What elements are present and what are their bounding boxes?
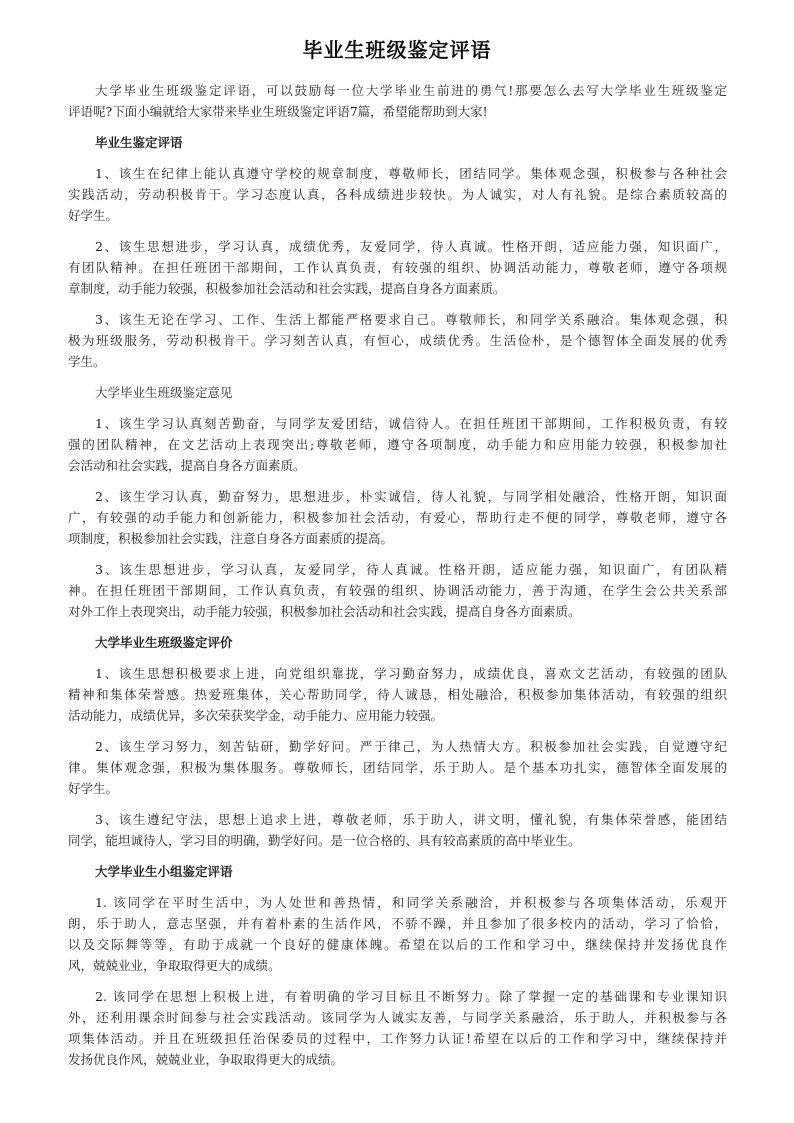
paragraph-line: 1、该生在纪律上能认真遵守学校的规章制度，尊敬师长，团结同学。集体观念强，积极参与各种社会 [95, 166, 727, 181]
paragraph-line: 神。在担任班团干部期间，工作认真负责，有较强的组织、协调活动能力，善于沟通，在学生会公共关系部 [68, 583, 727, 598]
paragraph-line: 实践活动，劳动积极肯干。学习态度认真，各科成绩进步较快。为人诚实，对人有礼貌。是综合素质较高的 [68, 187, 727, 202]
paragraph-line: 好学生。 [68, 208, 119, 223]
paragraph-line: 强的团队精神，在文艺活动上表现突出;尊敬老师，遵守各项制度，动手能力和应用能力较强，积极参加社 [68, 437, 727, 452]
paragraph [68, 736, 727, 799]
paragraph-line: 评语呢?下面小编就给大家带来毕业生班级鉴定评语7篇，希望能帮助到大家! [68, 104, 488, 119]
paragraph-line: 外，还利用课余时间参与社会实践活动。该同学为人诚实友善，与同学关系融洽，乐于助人，并积极参与各 [68, 1010, 727, 1025]
section-subheading: 大学毕业生班级鉴定意见 [95, 385, 233, 400]
paragraph [68, 309, 727, 372]
paragraph [68, 892, 727, 976]
paragraph-line: 朗，乐于助人，意志坚强，并有着朴素的生活作风，不骄不躁，并且参加了很多校内的活动，学习了恰恰， [68, 916, 727, 931]
paragraph-line: 3、该生无论在学习、工作、生活上都能严格要求自己。尊敬师长，和同学关系融洽。集体观念强，积 [95, 312, 727, 327]
paragraph [68, 663, 727, 726]
section-heading: 大学毕业生班级鉴定评价 [95, 635, 233, 650]
paragraph [68, 986, 727, 1070]
paragraph [68, 809, 727, 851]
paragraph-line: 广，有较强的动手能力和创新能力，积极参加社会活动，有爱心，帮助行走不便的同学，尊敬老师，遵守各 [68, 510, 727, 525]
paragraph-line: 项集体活动。并且在班级担任治保委员的过程中，工作努力认证!希望在以后的工作和学习中，继续保持并 [68, 1031, 727, 1046]
paragraph-line: 同学，能坦诚待人，学习目的明确，勤学好问。是一位合格的、具有较高素质的高中毕业生。 [68, 833, 581, 848]
paragraph [68, 559, 727, 622]
paragraph-line: 2、该生学习认真，勤奋努力，思想进步，朴实诚信，待人礼貌，与同学相处融洽，性格开朗，知识面 [95, 489, 727, 504]
paragraph-line: 学生。 [68, 354, 106, 369]
paragraph-line: 2、该生思想进步，学习认真，成绩优秀，友爱同学，待人真诚。性格开朗，适应能力强，知识面广， [95, 239, 727, 254]
paragraph-line: 2、该生学习努力，刻苦钻研，勤学好问。严于律己，为人热情大方。积极参加社会实践，自觉遵守纪 [95, 739, 727, 754]
paragraph [68, 163, 727, 226]
paragraph [68, 236, 727, 299]
paragraph-line: 3、该生遵纪守法，思想上追求上进，尊敬老师，乐于助人，讲文明，懂礼貌，有集体荣誉感，能团结 [95, 812, 727, 827]
document-title: 毕业生班级鉴定评语 [302, 38, 492, 62]
section-heading: 毕业生鉴定评语 [95, 135, 183, 150]
document-body [68, 80, 727, 1080]
paragraph [68, 486, 727, 549]
paragraph-line: 以及交际舞等等，有助于成就一个良好的健康体魄。希望在以后的工作和学习中，继续保持并发扬优良作 [68, 937, 727, 952]
paragraph-line: 1. 该同学在平时生活中，为人处世和善热情，和同学关系融洽，并积极参与各项集体活动，乐观开 [95, 895, 727, 910]
paragraph-line: 对外工作上表现突出，动手能力较强，积极参加社会活动和社会实践，提高自身各方面素质。 [68, 604, 581, 619]
paragraph-line: 1、该生思想积极要求上进，向党组织靠拢，学习勤奋努力，成绩优良，喜欢文艺活动，有较强的团队 [95, 666, 727, 681]
paragraph-line: 发扬优良作风，兢兢业业，争取取得更大的成绩。 [68, 1052, 344, 1067]
paragraph-line: 项制度，积极参加社会实践，注意自身各方面素质的提高。 [68, 531, 394, 546]
paragraph-line: 大学毕业生班级鉴定评语，可以鼓励每一位大学毕业生前进的勇气!那要怎么去写大学毕业生班级鉴定 [95, 83, 727, 98]
paragraph-line: 章制度，动手能力较强，积极参加社会活动和社会实践，提高自身各方面素质。 [68, 281, 506, 296]
paragraph-line: 3、该生思想进步，学习认真，友爱同学，待人真诚。性格开朗，适应能力强，知识面广，有团队精 [95, 562, 727, 577]
paragraph-line: 2. 该同学在思想上积极上进，有着明确的学习目标且不断努力。除了掌握一定的基础课和专业课知识 [95, 989, 727, 1004]
paragraph-line: 会活动和社会实践，提高自身各方面素质。 [68, 458, 306, 473]
paragraph-line: 律。集体观念强，积极为集体服务。尊敬师长，团结同学，乐于助人。是个基本功扎实，德智体全面发展的 [68, 760, 727, 775]
paragraph-line: 有团队精神。在担任班团干部期间，工作认真负责，有较强的组织、协调活动能力，尊敬老师，遵守各项规 [68, 260, 727, 275]
paragraph-line: 极为班级服务，劳动积极肯干。学习刻苦认真，有恒心，成绩优秀。生活俭朴，是个德智体全面发展的优秀 [68, 333, 727, 348]
paragraph-line: 好学生。 [68, 781, 119, 796]
paragraph-line: 1、该生学习认真刻苦勤奋，与同学友爱团结，诚信待人。在担任班团干部期间，工作积极负责，有较 [95, 416, 727, 431]
paragraph-line: 精神和集体荣誉感。热爱班集体，关心帮助同学，待人诚恳，相处融洽，积极参加集体活动，有较强的组织 [68, 687, 727, 702]
paragraph-line: 活动能力，成绩优异，多次荣获奖学金，动手能力、应用能力较强。 [68, 708, 444, 723]
paragraph [68, 80, 727, 122]
paragraph [68, 413, 727, 476]
paragraph-line: 风，兢兢业业，争取取得更大的成绩。 [68, 958, 281, 973]
section-heading: 大学毕业生小组鉴定评语 [95, 864, 233, 879]
